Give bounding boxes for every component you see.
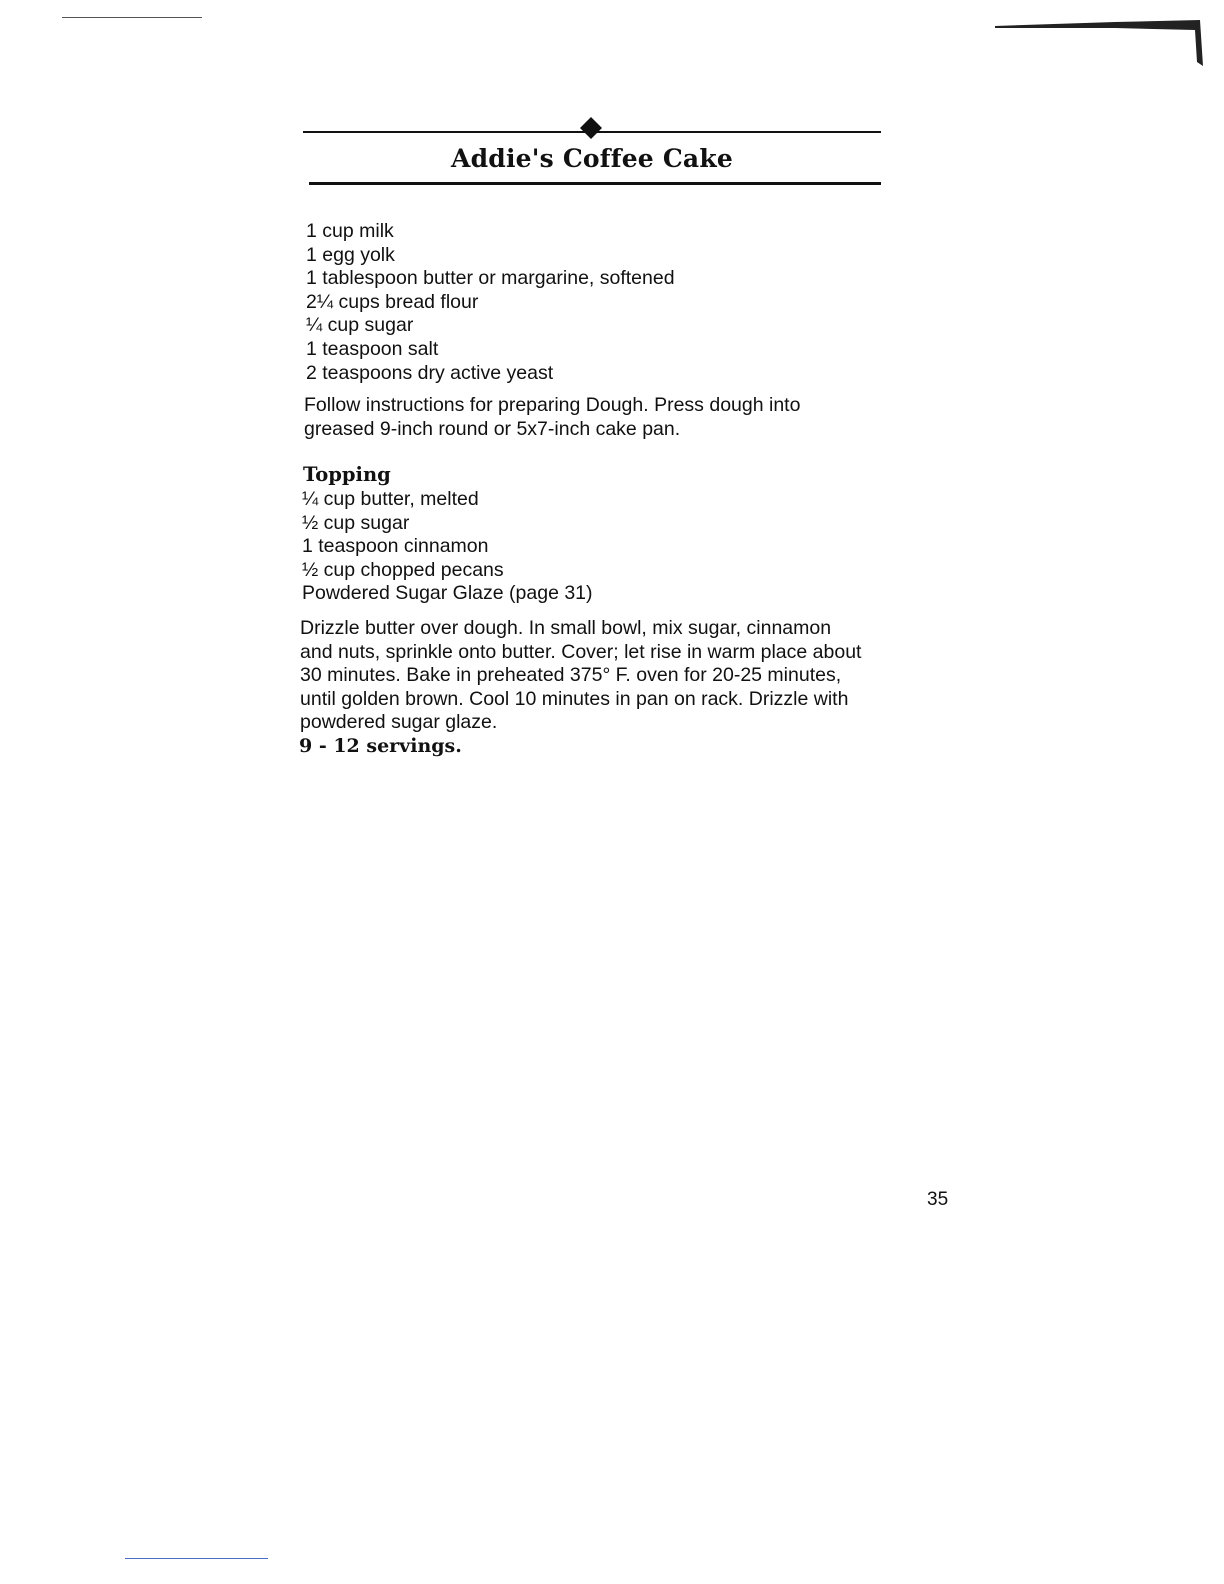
header-rule-bottom	[309, 182, 881, 185]
dough-instructions	[304, 394, 844, 441]
ingredient-line: 1 cup milk	[306, 220, 394, 242]
dough-ingredient-list	[306, 220, 675, 385]
page-number: 35	[927, 1189, 949, 1210]
instruction-line: greased 9-inch round or 5x7-inch cake pan.	[304, 417, 681, 440]
instruction-line: 30 minutes. Bake in preheated 375° F. oven for 20-25 minutes,	[300, 664, 842, 687]
ingredient-line: 2 teaspoons dry active yeast	[306, 361, 554, 384]
ingredient-line: ½ cup sugar	[302, 511, 410, 534]
ingredient-line: 1 tablespoon butter or margarine, softened	[306, 267, 675, 290]
instruction-line: Follow instructions for preparing Dough. Press dough into	[304, 394, 801, 416]
ingredient-line: 2¼ cups bread flour	[306, 290, 479, 313]
instruction-line: until golden brown. Cool 10 minutes in pan on rack. Drizzle with	[300, 687, 849, 710]
topping-heading: Topping	[303, 463, 391, 486]
ingredient-line: ¼ cup sugar	[306, 314, 414, 337]
ingredient-line: ¼ cup butter, melted	[302, 488, 479, 510]
scan-edge-mark	[995, 18, 1205, 68]
instruction-line: powdered sugar glaze.	[300, 711, 498, 734]
ingredient-line: 1 teaspoon cinnamon	[302, 535, 489, 558]
ingredient-line: Powdered Sugar Glaze (page 31)	[302, 582, 593, 605]
diamond-ornament-icon	[580, 117, 602, 139]
ingredient-line: 1 teaspoon salt	[306, 337, 439, 360]
instruction-line: Drizzle butter over dough. In small bowl, mix sugar, cinnamon	[300, 617, 832, 639]
recipe-title: Addie's Coffee Cake	[451, 144, 733, 173]
topping-ingredient-list	[302, 488, 593, 606]
servings-note: 9 - 12 servings.	[299, 735, 462, 757]
ingredient-line: ½ cup chopped pecans	[302, 558, 504, 581]
ingredient-line: 1 egg yolk	[306, 243, 395, 266]
scan-edge-line	[62, 17, 202, 18]
scan-edge-line-blue	[125, 1558, 268, 1559]
instruction-line: and nuts, sprinkle onto butter. Cover; let rise in warm place about	[300, 640, 862, 663]
topping-instructions	[300, 617, 880, 735]
